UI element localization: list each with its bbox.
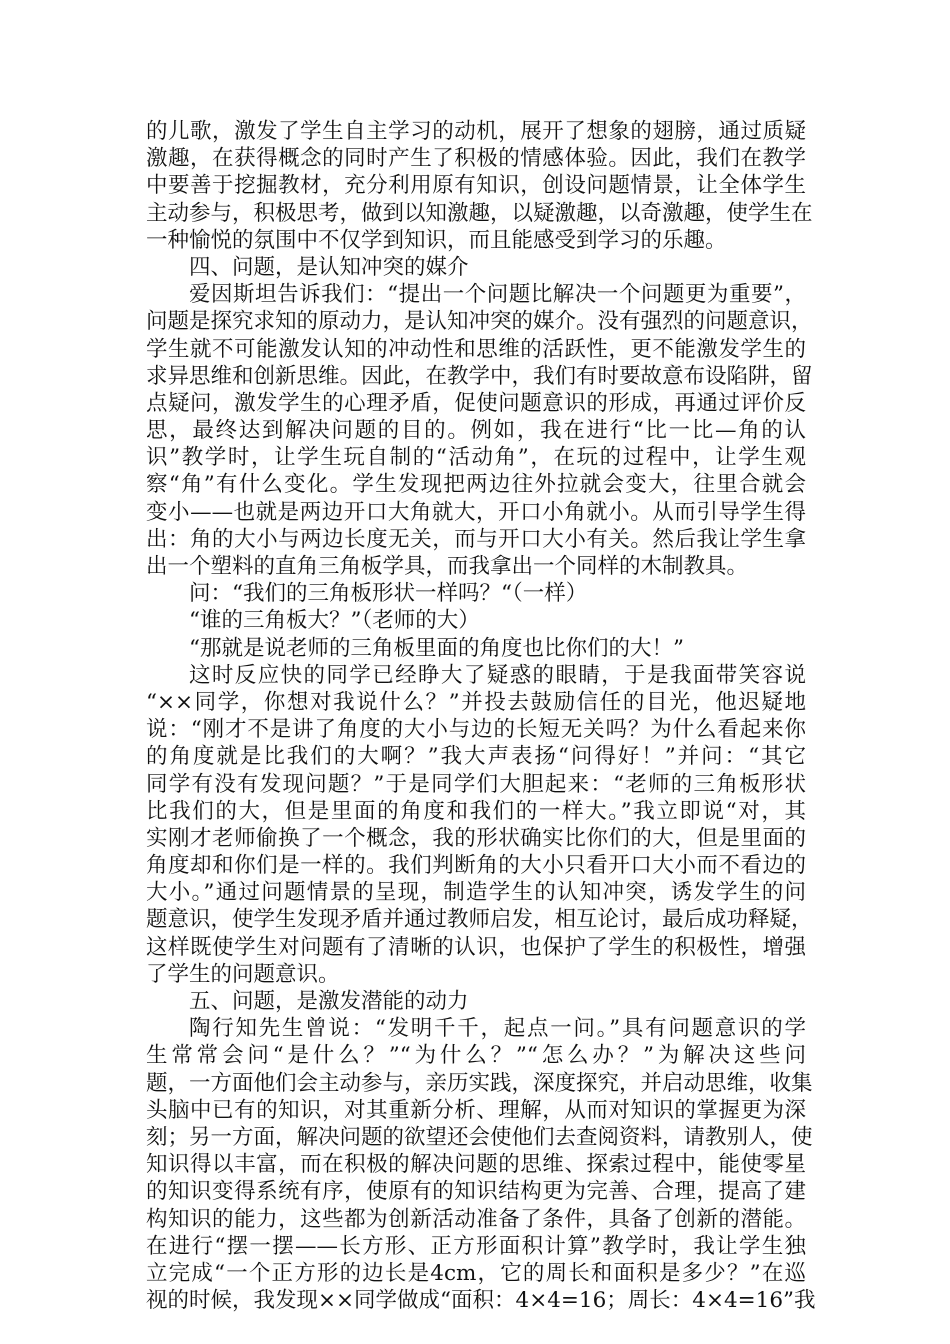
text-line: 题意识，使学生发现矛盾并通过教师启发，相互论讨，最后成功释疑， [146,907,813,933]
text-line: 主动参与，积极思考，做到以知激趣，以疑激趣，以奇激趣，使学生在 [146,200,813,226]
text-line: 构知识的能力，这些都为创新活动准备了条件，具备了创新的潜能。 [146,1206,806,1232]
text-line: “谁的三角板大？”（老师的大） [189,608,480,634]
text-line: 问：“我们的三角板形状一样吗？“（一样） [189,581,588,607]
text-line: 的知识变得系统有序，使原有的知识结构更为完善、合理，提高了建 [146,1179,806,1205]
text-line: 五、问题，是激发潜能的动力 [189,989,469,1014]
text-line: 这样既使学生对问题有了清晰的认识，也保护了学生的积极性，增强 [146,934,806,960]
text-line: 在进行“摆一摆——长方形、正方形面积计算”教学时，我让学生独 [146,1233,806,1259]
text-line: 察“角”有什么变化。学生发现把两边往外拉就会变大，往里合就会 [146,472,806,498]
text-line: 的儿歌，激发了学生自主学习的动机，展开了想象的翅膀，通过质疑 [146,119,806,144]
text-line: 题，一方面他们会主动参与，亲历实践，深度探究，并启动思维，收集 [146,1070,813,1096]
text-line: 一种愉悦的氛围中不仅学到知识，而且能感受到学习的乐趣。 [146,227,727,253]
text-line: 四、问题，是认知冲突的媒介 [189,254,469,280]
text-line: 刻；另一方面，解决问题的欲望还会使他们去查阅资料，请教别人，使 [146,1124,813,1150]
text-line: 这时反应快的同学已经睁大了疑惑的眼睛，于是我面带笑容说 [189,662,806,688]
text-line: 识”教学时，让学生玩自制的“活动角”，在玩的过程中，让学生观 [146,445,806,471]
text-line: 思，最终达到解决问题的目的。例如，我在进行“比一比—角的认 [146,418,806,444]
text-line: 出一个塑料的直角三角板学具，而我拿出一个同样的木制教具。 [146,554,749,579]
text-line: 了学生的问题意识。 [146,961,340,987]
text-line: 角度却和你们是一样的。我们判断角的大小只看开口大小而不看边的 [146,853,806,879]
text-line: 说：“刚才不是讲了角度的大小与边的长短无关吗？为什么看起来你 [146,717,806,743]
text-line: 视的时候，我发现××同学做成“面积：4×4=16；周长：4×4=16”我 [146,1288,816,1314]
text-line: 同学有没有发现问题？”于是同学们大胆起来：“老师的三角板形状 [146,771,806,797]
text-line: 陶行知先生曾说：“发明千千，起点一问。”具有问题意识的学 [189,1016,806,1042]
body-text [146,118,816,1314]
text-line: 比我们的大，但是里面的角度和我们的一样大。”我立即说“对，其 [146,798,806,824]
text-line: “××同学，你想对我说什么？”并投去鼓励信任的目光，他迟疑地 [146,689,806,715]
text-line: 中要善于挖掘教材，充分利用原有知识，创设问题情景，让全体学生 [146,173,806,199]
text-line: 问题是探究求知的原动力，是认知冲突的媒介。没有强烈的问题意识， [146,309,813,335]
text-line: 生常常会问“是什么？”“为什么？”“怎么办？”为解决这些问 [146,1043,806,1069]
text-line: 点疑问，激发学生的心理矛盾，促使问题意识的形成，再通过评价反 [146,390,806,416]
text-line: 的角度就是比我们的大啊？”我大声表扬“问得好！”并问：“其它 [146,744,806,770]
text-line: 学生就不可能激发认知的冲动性和思维的活跃性，更不能激发学生的 [146,336,806,362]
text-line: 实刚才老师偷换了一个概念，我的形状确实比你们的大，但是里面的 [146,825,806,851]
text-line: 立完成“一个正方形的边长是4cm，它的周长和面积是多少？”在巡 [146,1260,806,1286]
text-line: 头脑中已有的知识，对其重新分析、理解，从而对知识的掌握更为深 [146,1097,806,1123]
text-line: 激趣，在获得概念的同时产生了积极的情感体验。因此，我们在教学 [146,146,806,172]
text-line: “那就是说老师的三角板里面的角度也比你们的大！” [189,635,684,661]
text-line: 爱因斯坦告诉我们：“提出一个问题比解决一个问题更为重要”， [189,282,806,308]
text-line: 求异思维和创新思维。因此，在教学中，我们有时要故意布设陷阱，留 [146,363,813,389]
text-line: 大小。”通过问题情景的呈现，制造学生的认知冲突，诱发学生的问 [146,880,806,906]
text-line: 变小——也就是两边开口大角就大，开口小角就小。从而引导学生得 [146,499,806,525]
text-line: 知识得以丰富，而在积极的解决问题的思维、探索过程中，能使零星 [146,1152,806,1178]
text-line: 出：角的大小与两边长度无关，而与开口大小有关。然后我让学生拿 [146,526,806,552]
